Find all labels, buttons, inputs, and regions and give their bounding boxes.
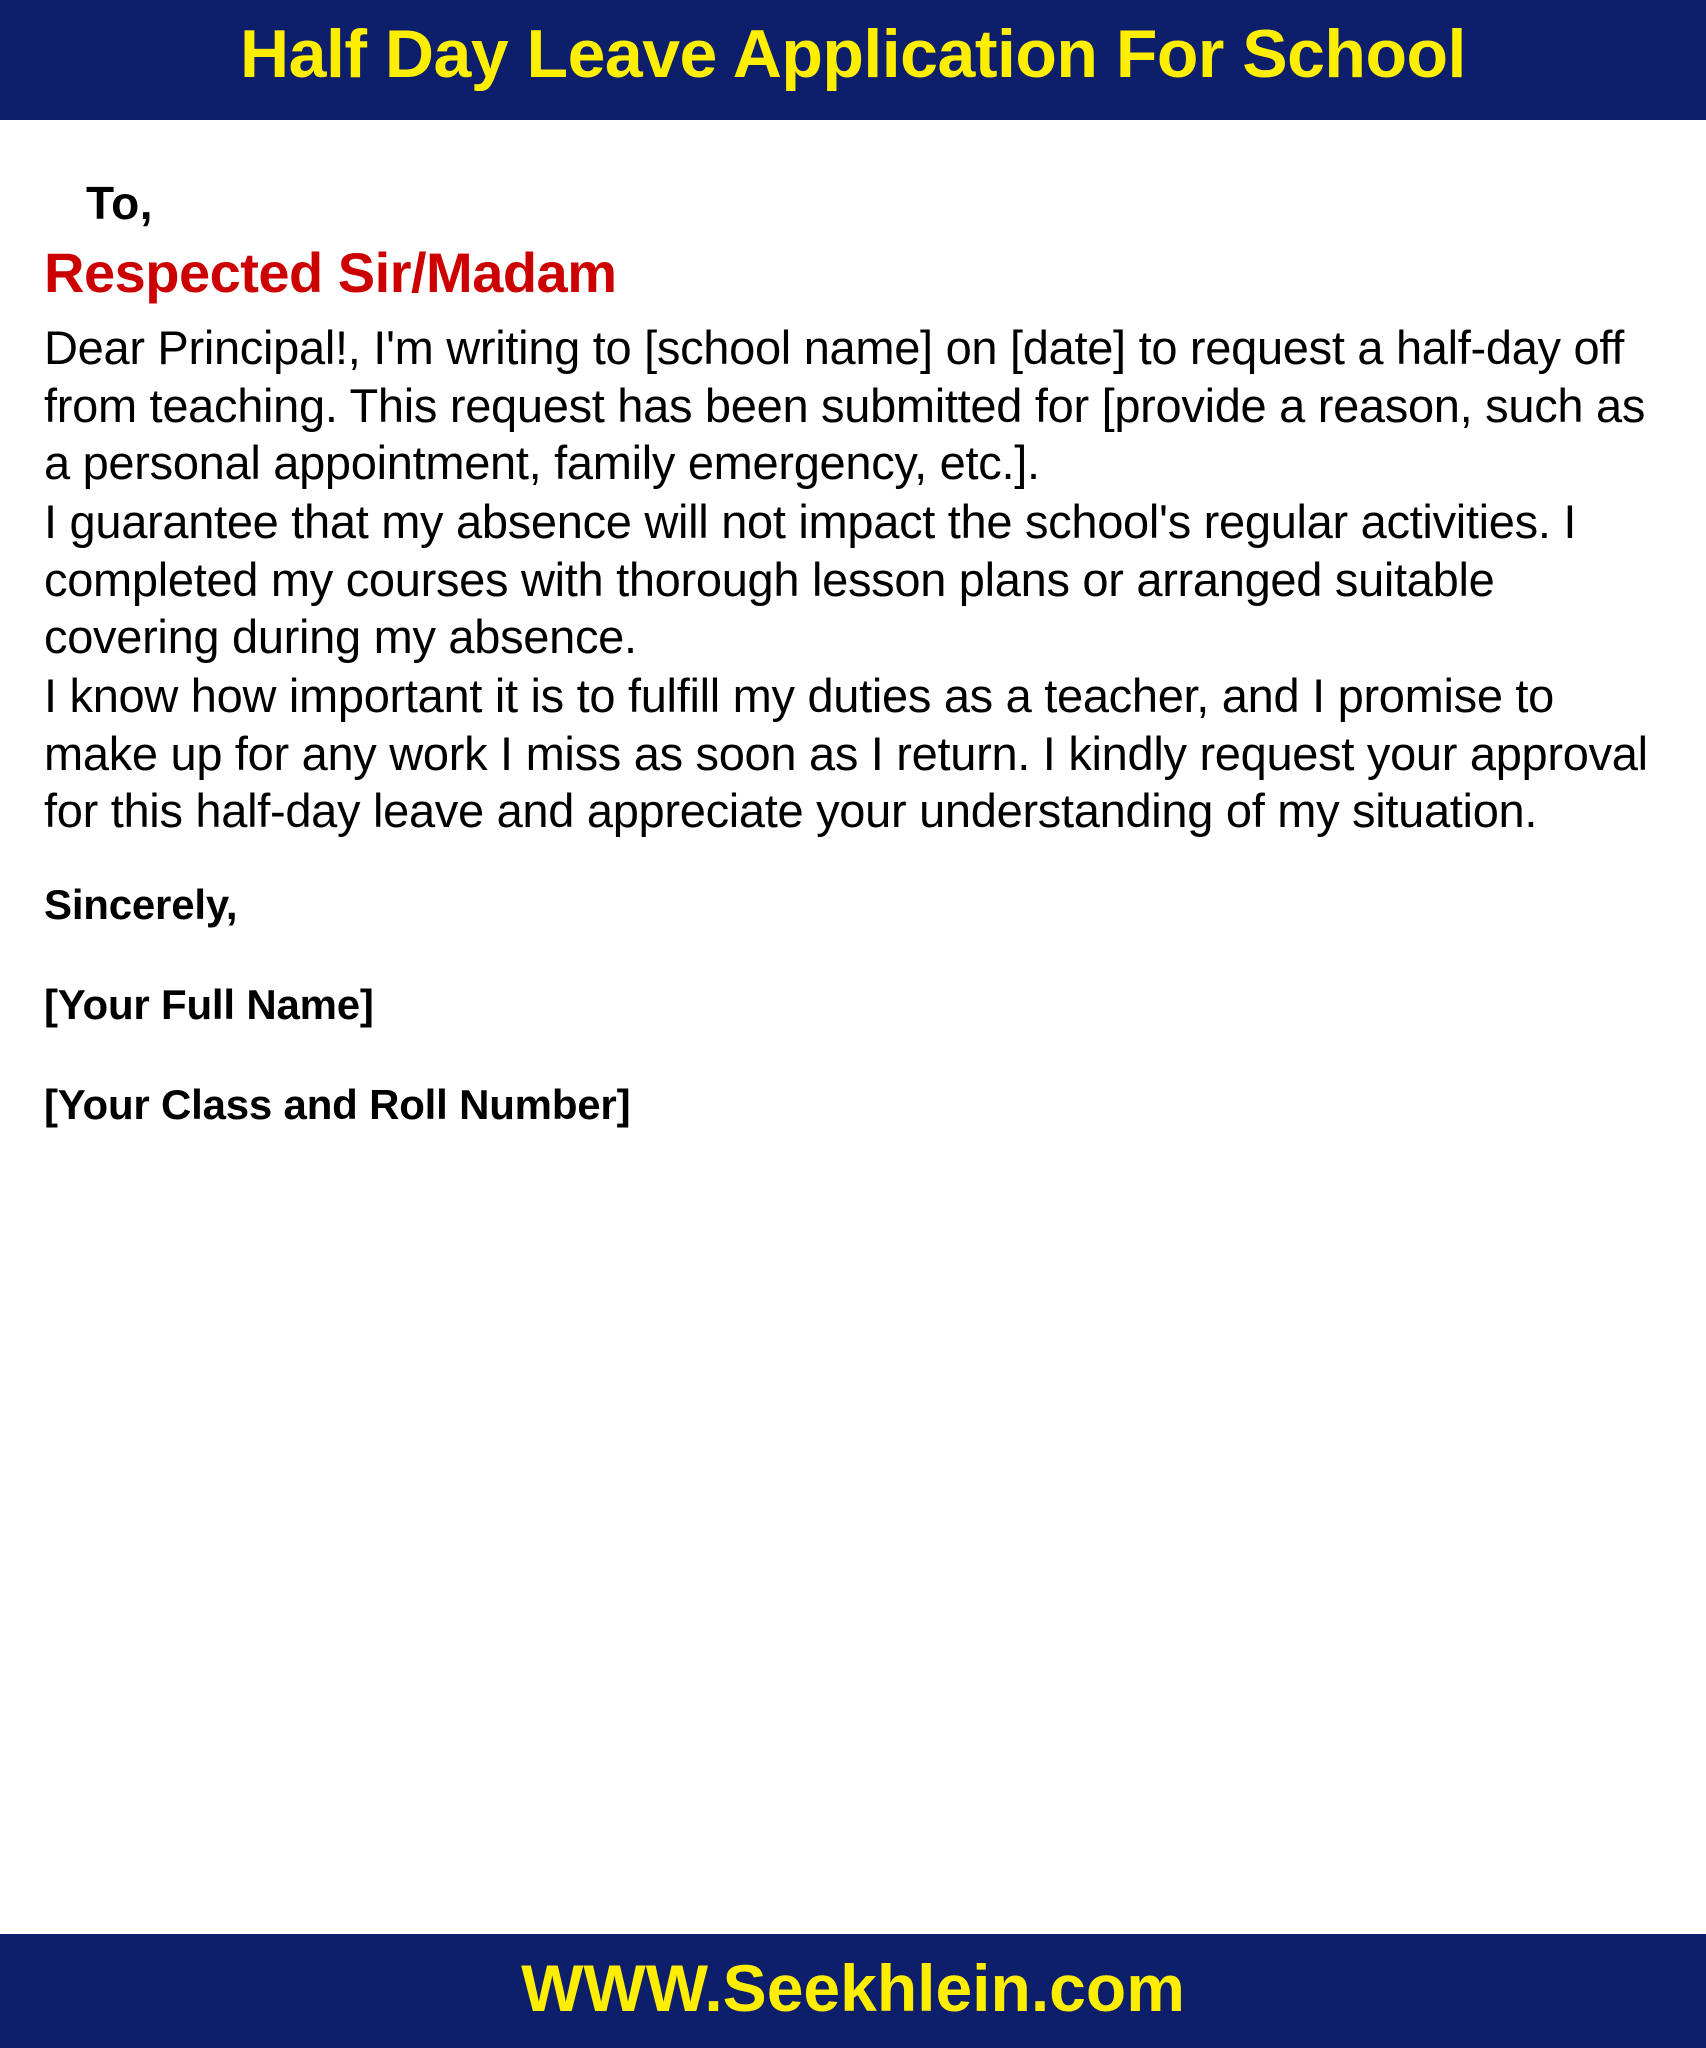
letter-to-label: To,: [86, 177, 154, 230]
letter-spacer: [38, 841, 1668, 881]
letter-paragraph-3: I know how important it is to fulfill my duties as a teacher, and I promise to make up for any work I miss as soon as I return. I kindly request your approval for this half-day leave and appreciate your understanding of my situation.: [44, 669, 1648, 837]
letter-paragraph-2: I guarantee that my absence will not impact the school's regular activities. I completed my courses with thorough lesson plans or arranged suitable covering during my absence.: [44, 495, 1577, 663]
letter-body: [0, 120, 1706, 1924]
document-footer-band: [0, 1934, 1706, 2048]
signature-gap-2: [38, 1029, 1668, 1081]
letter-salutation: Respected Sir/Madam: [44, 241, 617, 305]
website-label: WWW.Seekhlein.com: [521, 1951, 1185, 2025]
document-header-band: [0, 0, 1706, 120]
footer-spacer: [0, 1924, 1706, 1934]
signature-gap-1: [38, 929, 1668, 981]
page-title: Half Day Leave Application For School: [240, 16, 1466, 92]
letter-class-roll-placeholder: [Your Class and Roll Number]: [44, 1081, 631, 1129]
letter-name-placeholder: [Your Full Name]: [44, 981, 374, 1029]
letter-paragraph-1: Dear Principal!, I'm writing to [school name] on [date] to request a half-day off from teaching. This request has been submitted for [provide a reason, such as a personal appointment, family emergency, etc.].: [44, 321, 1646, 489]
letter-closing: Sincerely,: [44, 881, 238, 929]
